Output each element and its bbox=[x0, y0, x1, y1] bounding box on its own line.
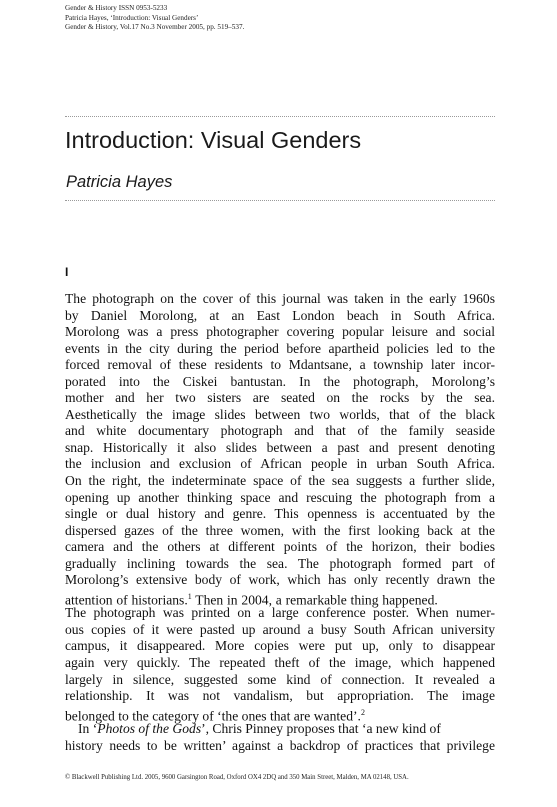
body-line: ous copies of it were pasted up around a busy South African university bbox=[65, 621, 495, 637]
body-line: forced removal of these residents to Mdantsane, a township later incor- bbox=[65, 357, 495, 373]
section-number: I bbox=[65, 265, 69, 279]
body-line: opening up another thinking space and rescuing the photograph from a bbox=[65, 489, 495, 505]
footnote-ref-2[interactable]: 2 bbox=[360, 707, 365, 717]
bottom-dotted-rule bbox=[65, 200, 495, 201]
body-text-fragment: ‘ bbox=[92, 721, 98, 737]
body-line: Morolong was a press photographer covering popular leisure and social bbox=[65, 324, 495, 340]
copyright-footer: © Blackwell Publishing Ltd. 2005, 9600 Garsington Road, Oxford OX4 2DQ and 350 Main Street, Malden, MA 02148, USA. bbox=[65, 774, 409, 781]
body-line: Morolong’s extensive body of work, which has only recently drawn the bbox=[65, 572, 495, 588]
body-line: snap. Historically it also slides between a past and present denoting bbox=[65, 439, 495, 455]
body-line: single or dual history and genre. This openness is accentuated by the bbox=[65, 506, 495, 522]
body-line: the inclusion and exclusion of African people in urban South Africa. bbox=[65, 456, 495, 472]
body-line: camera and the others at different points of the horizon, their bodies bbox=[65, 539, 495, 555]
body-line: mother and her two sisters are seated on the rocks by the sea. bbox=[65, 390, 495, 406]
body-line: and white documentary photograph and that of the family seaside bbox=[65, 423, 495, 439]
body-line: relationship. It was not vandalism, but appropriation. The image bbox=[65, 688, 495, 704]
header-volume: Gender & History, Vol.17 No.3 November 2005, pp. 519–537. bbox=[65, 23, 245, 31]
body-line: by Daniel Morolong, at an East London beach in South Africa. bbox=[65, 307, 495, 323]
body-line: again very quickly. The repeated theft of the image, which happened bbox=[65, 655, 495, 671]
footnote-ref-1[interactable]: 1 bbox=[187, 591, 192, 601]
header-citation: Patricia Hayes, ‘Introduction: Visual Genders’ bbox=[65, 13, 199, 22]
body-line: porated into the Ciskei bantustan. In the photograph, Morolong’s bbox=[65, 373, 495, 389]
body-line: The photograph on the cover of this journal was taken in the early 1960s bbox=[65, 291, 495, 306]
body-line: The photograph was printed on a large conference poster. When numer- bbox=[65, 605, 495, 621]
body-line: campus, it disappeared. More copies were put up, only to disappear bbox=[65, 638, 495, 654]
italic-book-title: Photos of the Gods bbox=[97, 721, 202, 737]
body-text-fragment: In bbox=[78, 721, 93, 737]
body-text-fragment: Then in 2004, a remarkable thing happened. bbox=[191, 592, 438, 608]
article-title: Introduction: Visual Genders bbox=[65, 127, 362, 153]
body-text-fragment: ’, Chris Pinney proposes that ‘a new kind of bbox=[201, 721, 441, 737]
body-text-fragment: belonged to the category of ‘the ones that are wanted’. bbox=[65, 708, 361, 724]
body-line: history needs to be written’ against a backdrop of practices that privilege bbox=[65, 737, 495, 753]
body-line bbox=[65, 589, 495, 606]
article-body bbox=[65, 291, 495, 754]
body-line: gradually inclining towards the sea. The photograph formed part of bbox=[65, 555, 495, 571]
top-dotted-rule bbox=[65, 116, 495, 117]
body-text-fragment: attention of historians. bbox=[65, 592, 188, 608]
body-line bbox=[65, 705, 495, 722]
body-line: dispersed gazes of the three women, with the first looking back at the bbox=[65, 522, 495, 538]
article-author: Patricia Hayes bbox=[66, 173, 173, 191]
body-line: On the right, the indeterminate space of the sea suggests a further slide, bbox=[65, 473, 495, 489]
header-issn: Gender & History ISSN 0953-5233 bbox=[65, 4, 168, 12]
body-line bbox=[65, 721, 495, 738]
body-line: largely in silence, suggested some kind of connection. It revealed a bbox=[65, 671, 495, 687]
body-line: Aesthetically the image slides between two worlds, that of the black bbox=[65, 406, 495, 422]
body-line: events in the city during the period before apartheid policies led to the bbox=[65, 340, 495, 356]
journal-header bbox=[65, 4, 244, 33]
